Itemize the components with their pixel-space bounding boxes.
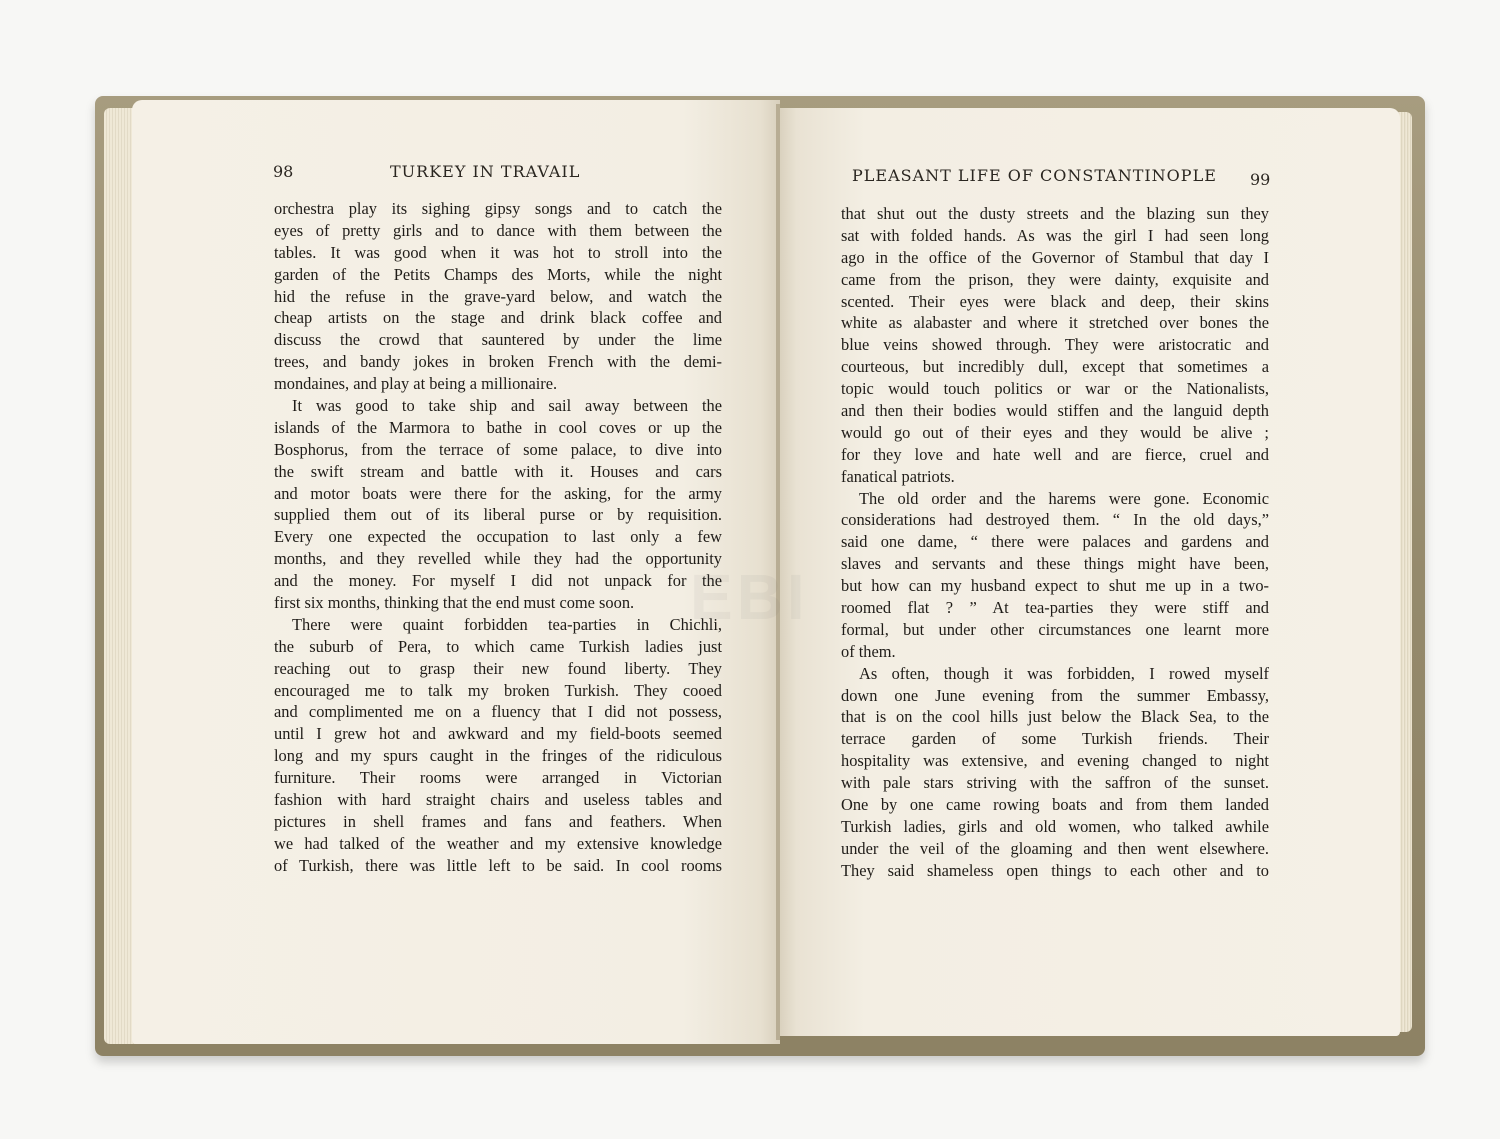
page-number-left: 98 bbox=[273, 162, 294, 181]
text-line: There were quaint forbidden tea-parties in Chichli, bbox=[292, 614, 722, 634]
text-line: white as alabaster and where it stretched over bones the bbox=[841, 313, 1269, 333]
text-line: They said shameless open things to each other and to bbox=[841, 860, 1269, 880]
text-line: hid the refuse in the grave-yard below, and watch the bbox=[274, 286, 722, 306]
text-line: we had talked of the weather and my extensive knowledge bbox=[274, 833, 722, 853]
text-line: The old order and the harems were gone. Economic bbox=[859, 488, 1269, 508]
text-line: came from the prison, they were dainty, exquisite and bbox=[841, 269, 1269, 289]
text-line: Every one expected the occupation to last only a few bbox=[274, 527, 722, 547]
text-line: sat with folded hands. As was the girl I had seen long bbox=[841, 225, 1269, 245]
text-line: One by one came rowing boats and from them landed bbox=[841, 795, 1269, 815]
text-line: formal, but under other circumstances one learnt more bbox=[841, 619, 1269, 639]
text-line: terrace garden of some Turkish friends. Their bbox=[841, 729, 1269, 749]
text-line: and complimented me on a fluency that I did not possess, bbox=[274, 702, 722, 722]
text-line: blue veins showed through. They were aristocratic and bbox=[841, 335, 1269, 355]
text-line: until I grew hot and awkward and my field-boots seemed bbox=[274, 724, 722, 744]
text-line: the suburb of Pera, to which came Turkish ladies just bbox=[274, 636, 722, 656]
text-line: reaching out to grasp their new found liberty. They bbox=[274, 658, 722, 678]
text-line: eyes of pretty girls and to dance with them between the bbox=[274, 220, 722, 240]
text-line: topic would touch politics or war or the Nationalists, bbox=[841, 379, 1269, 399]
text-line: and the money. For myself I did not unpack for the bbox=[274, 571, 722, 591]
text-line: islands of the Marmora to bathe in cool coves or up the bbox=[274, 417, 722, 437]
text-line: that is on the cool hills just below the Black Sea, to the bbox=[841, 707, 1269, 727]
text-line: the swift stream and battle with it. Houses and cars bbox=[274, 461, 722, 481]
text-line: for they love and hate well and are fierce, cruel and bbox=[841, 444, 1269, 464]
text-line: said one dame, “ there were palaces and gardens and bbox=[841, 532, 1269, 552]
text-line: roomed flat ? ” At tea-parties they were stiff and bbox=[841, 598, 1269, 618]
text-line: furniture. Their rooms were arranged in Victorian bbox=[274, 768, 722, 788]
text-line: slaves and servants and these things might have been, bbox=[841, 554, 1269, 574]
text-line: discuss the crowd that sauntered by under the lime bbox=[274, 330, 722, 350]
text-line: cheap artists on the stage and drink black coffee and bbox=[274, 308, 722, 328]
text-line: supplied them out of its liberal purse or by requisition. bbox=[274, 505, 722, 525]
left-page-body bbox=[274, 198, 722, 877]
text-line: encouraged me to talk my broken Turkish. They cooed bbox=[274, 680, 722, 700]
text-line: and motor boats were there for the asking, for the army bbox=[274, 483, 722, 503]
text-line: tables. It was good when it was hot to stroll into the bbox=[274, 242, 722, 262]
text-line: long and my spurs caught in the fringes of the ridiculous bbox=[274, 746, 722, 766]
right-page bbox=[778, 108, 1400, 1036]
page-number-right: 99 bbox=[1250, 170, 1271, 189]
left-page bbox=[132, 100, 780, 1044]
text-line: Turkish ladies, girls and old women, who talked awhile bbox=[841, 816, 1269, 836]
text-line: with pale stars striving with the saffron of the sunset. bbox=[841, 773, 1269, 793]
text-line: fanatical patriots. bbox=[841, 466, 955, 486]
text-line: that shut out the dusty streets and the blazing sun they bbox=[841, 204, 1269, 223]
text-line: fashion with hard straight chairs and useless tables and bbox=[274, 790, 722, 810]
text-line: pictures in shell frames and fans and feathers. When bbox=[274, 811, 722, 831]
text-line: hospitality was extensive, and evening changed to night bbox=[841, 751, 1269, 771]
text-line: orchestra play its sighing gipsy songs and to catch the bbox=[274, 199, 722, 218]
text-line: months, and they revelled while they had the opportunity bbox=[274, 549, 722, 569]
text-line: Bosphorus, from the terrace of some palace, to dive into bbox=[274, 439, 722, 459]
running-head-left: TURKEY IN TRAVAIL bbox=[390, 162, 581, 181]
text-line: of Turkish, there was little left to be said. In cool rooms bbox=[274, 855, 722, 875]
running-head-right: PLEASANT LIFE OF CONSTANTINOPLE bbox=[852, 166, 1217, 185]
text-line: down one June evening from the summer Embassy, bbox=[841, 685, 1269, 705]
text-line: considerations had destroyed them. “ In the old days,” bbox=[841, 510, 1269, 530]
text-line: It was good to take ship and sail away between the bbox=[292, 396, 722, 416]
text-line: and then their bodies would stiffen and the languid depth bbox=[841, 401, 1269, 421]
text-line: scented. Their eyes were black and deep, their skins bbox=[841, 291, 1269, 311]
text-line: garden of the Petits Champs des Morts, while the night bbox=[274, 264, 722, 284]
text-line: first six months, thinking that the end must come soon. bbox=[274, 593, 635, 613]
text-line: trees, and bandy jokes in broken French with the demi- bbox=[274, 352, 722, 372]
text-line: but how can my husband expect to shut me up in a two- bbox=[841, 576, 1269, 596]
text-line: under the veil of the gloaming and then went elsewhere. bbox=[841, 838, 1269, 858]
text-line: of them. bbox=[841, 641, 896, 661]
text-line: would go out of their eyes and they would be alive ; bbox=[841, 422, 1269, 442]
right-page-body bbox=[841, 203, 1269, 882]
text-line: As often, though it was forbidden, I rowed myself bbox=[859, 663, 1269, 683]
text-line: mondaines, and play at being a millionaire. bbox=[274, 374, 558, 394]
watermark: EBI bbox=[690, 561, 809, 633]
text-line: ago in the office of the Governor of Stambul that day I bbox=[841, 247, 1269, 267]
text-line: courteous, but incredibly dull, except that sometimes a bbox=[841, 357, 1269, 377]
